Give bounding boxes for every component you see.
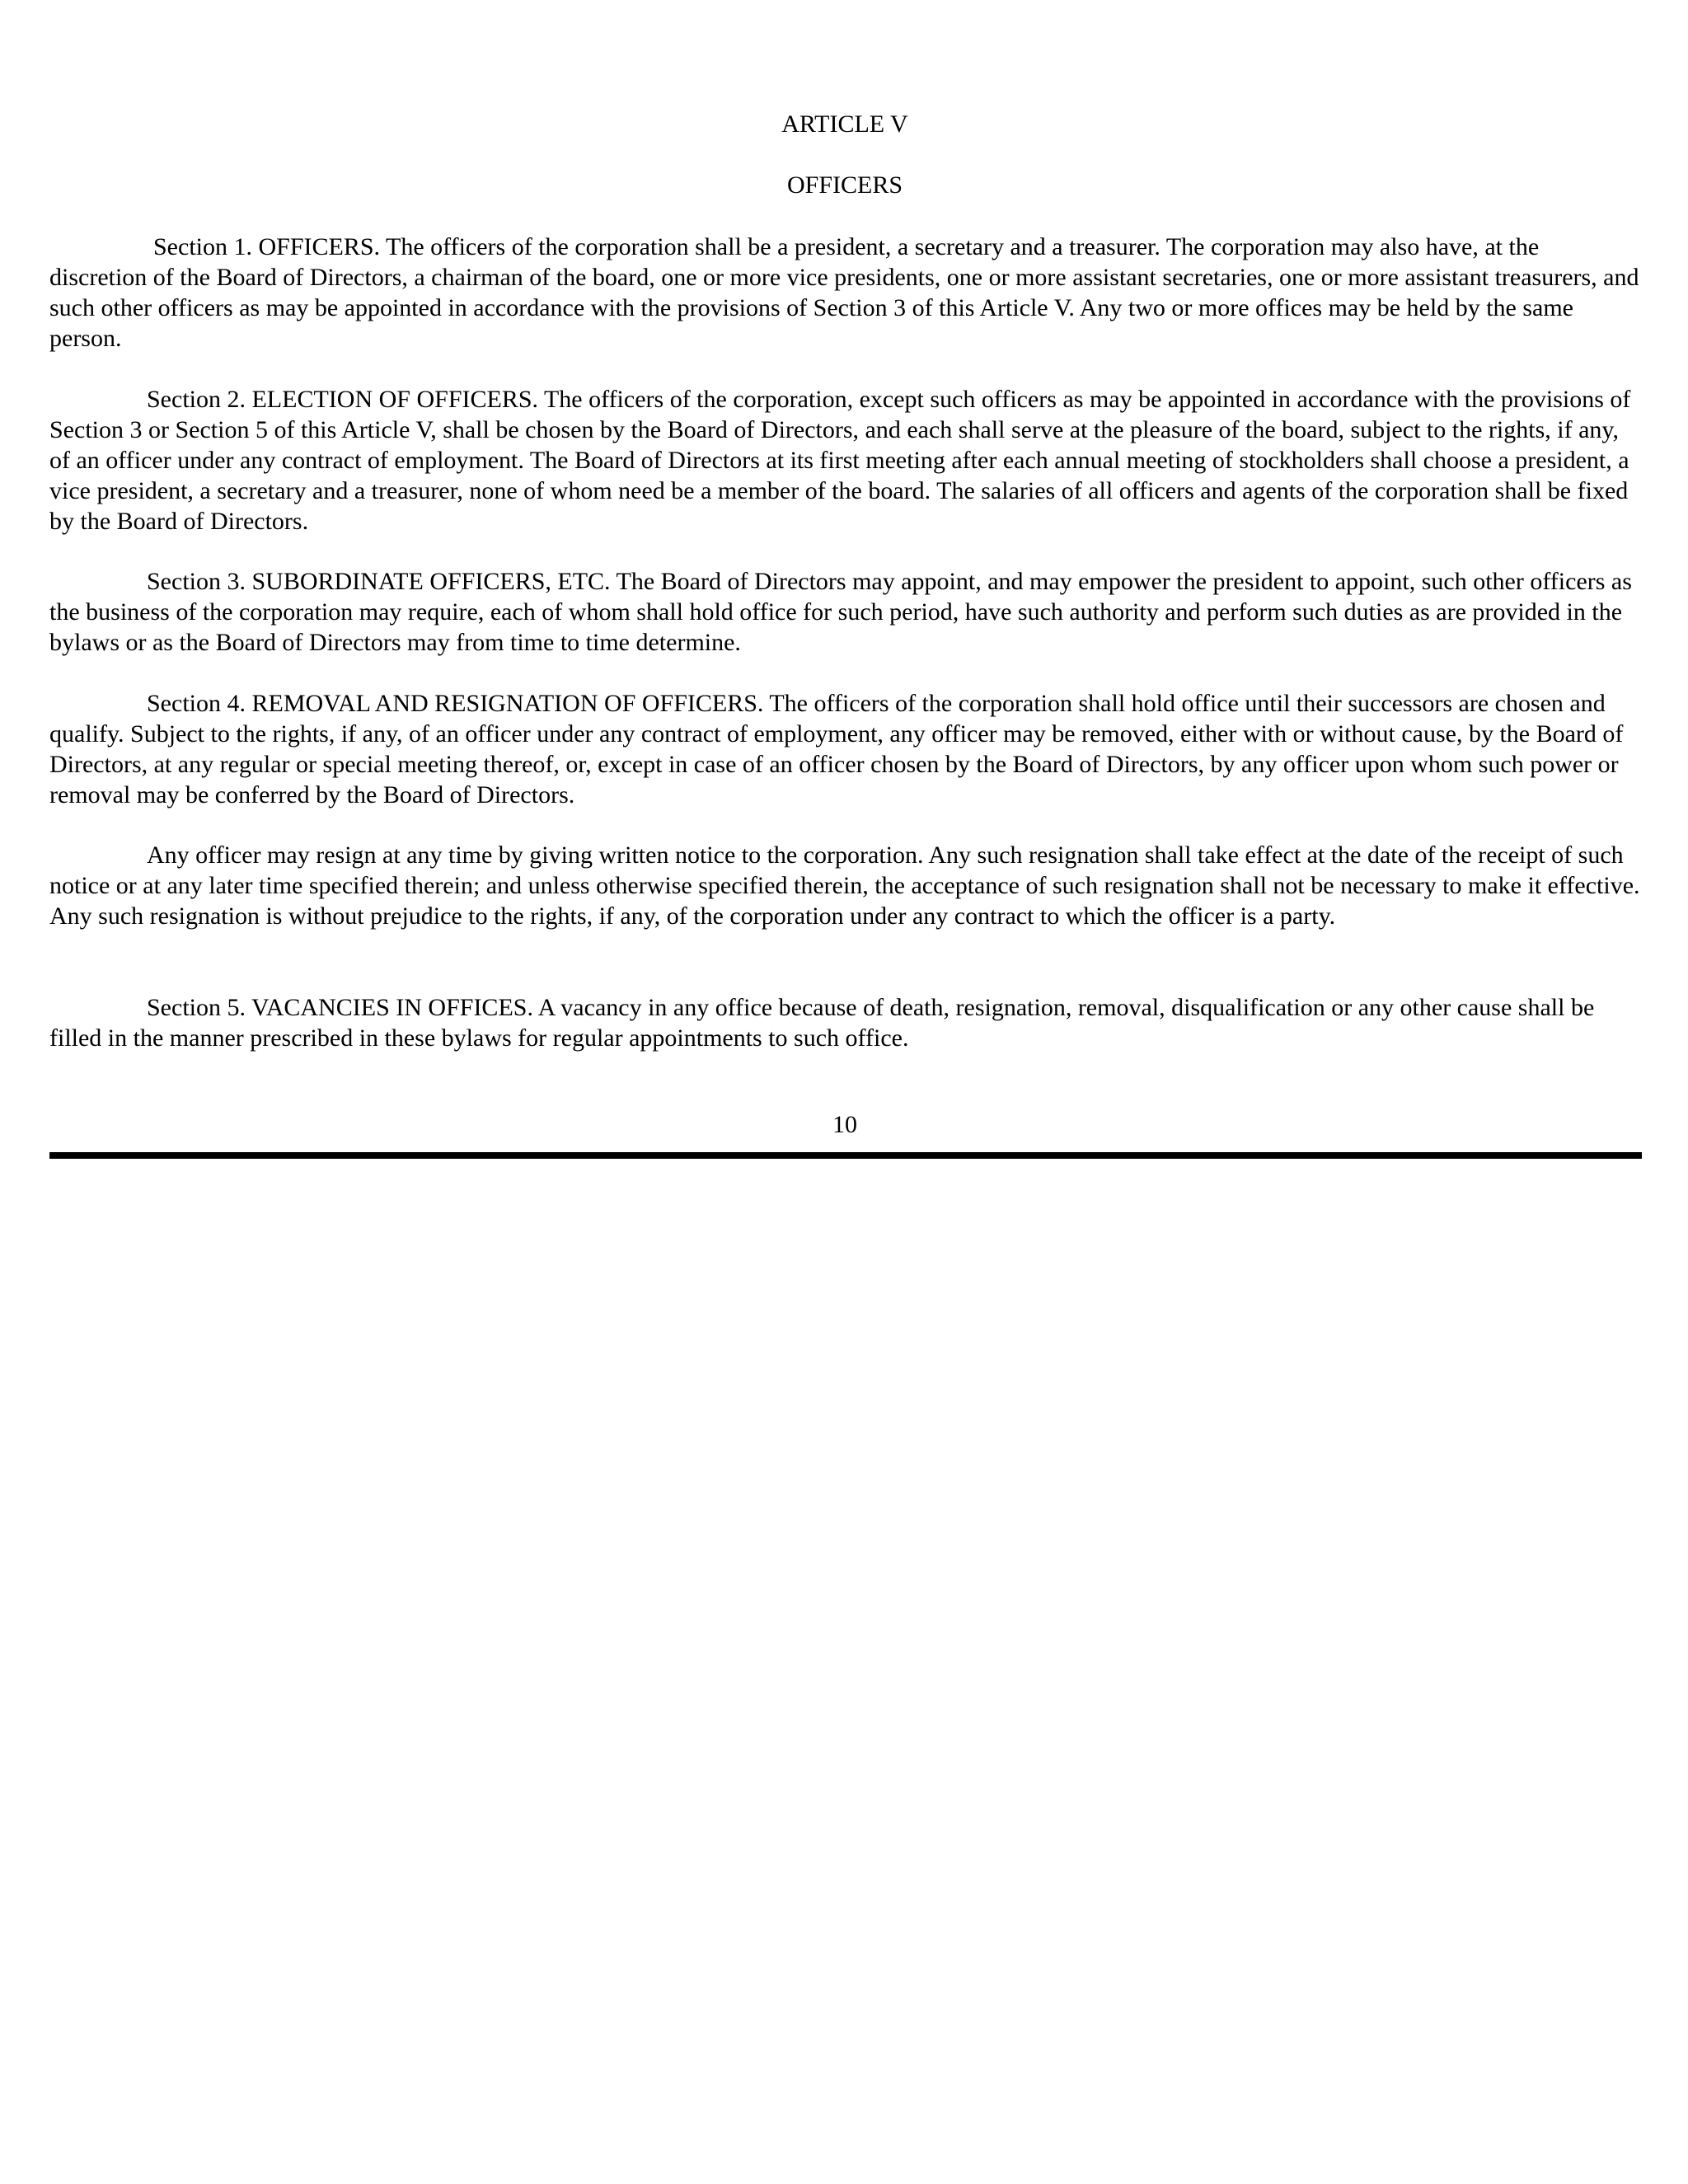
footer-rule — [49, 1152, 1642, 1159]
section-5-paragraph: Section 5. VACANCIES IN OFFICES. A vacancy in any office because of death, resignation, removal, disqualification or any other cause shall be filled in the manner prescribed in these bylaws for regular appointments to such office. — [49, 994, 1595, 1052]
resignation-paragraph: Any officer may resign at any time by giving written notice to the corporation. Any such resignation shall take effect at the date of the receipt of such notice or at any later time specified therein; and unless otherwise specified therein, the acceptance of such resignation shall not be necessary to make it effective. Any such resignation is without prejudice to the rights, if any, of the corporation under any contract to which the officer is a party. — [49, 841, 1640, 930]
section-2-paragraph: Section 2. ELECTION OF OFFICERS. The officers of the corporation, except such officers as may be appointed in accordance with the provisions of Section 3 or Section 5 of this Article V, shall be chosen by the Board of Directors, and each shall serve at the pleasure of the board, subject to the rights, if any, of an officer under any contract of employment. The Board of Directors at its first meeting after each annual meeting of stockholders shall choose a president, a vice president, a secretary and a treasurer, none of whom need be a member of the board. The salaries of all officers and agents of the corporation shall be fixed by the Board of Directors. — [49, 386, 1631, 535]
article-title: OFFICERS — [786, 171, 903, 199]
section-3-paragraph: Section 3. SUBORDINATE OFFICERS, ETC. The Board of Directors may appoint, and may empower the president to appoint, such other officers as the business of the corporation may require, each of whom shall hold office for such period, have such authority and perform such duties as are provided in the bylaws or as the Board of Directors may from time to time determine. — [49, 568, 1632, 656]
section-1-paragraph: Section 1. OFFICERS. The officers of the corporation shall be a president, a secretary and a treasurer. The corporation may also have, at the discretion of the Board of Directors, a chairman of the board, one or more vice presidents, one or more assistant secretaries, one or more assistant treasurers, and such other officers as may be appointed in accordance with the provisions of Section 3 of this Article V. Any two or more offices may be held by the same person. — [49, 233, 1639, 352]
article-number: ARTICLE V — [781, 110, 908, 138]
page-number: 10 — [832, 1111, 857, 1138]
section-4-paragraph: Section 4. REMOVAL AND RESIGNATION OF OFFICERS. The officers of the corporation shall hold office until their successors are chosen and qualify. Subject to the rights, if any, of an officer under any contract of employment, any officer may be removed, either with or without cause, by the Board of Directors, at any regular or special meeting thereof, or, except in case of an officer chosen by the Board of Directors, by any officer upon whom such power or removal may be conferred by the Board of Directors. — [49, 690, 1624, 808]
